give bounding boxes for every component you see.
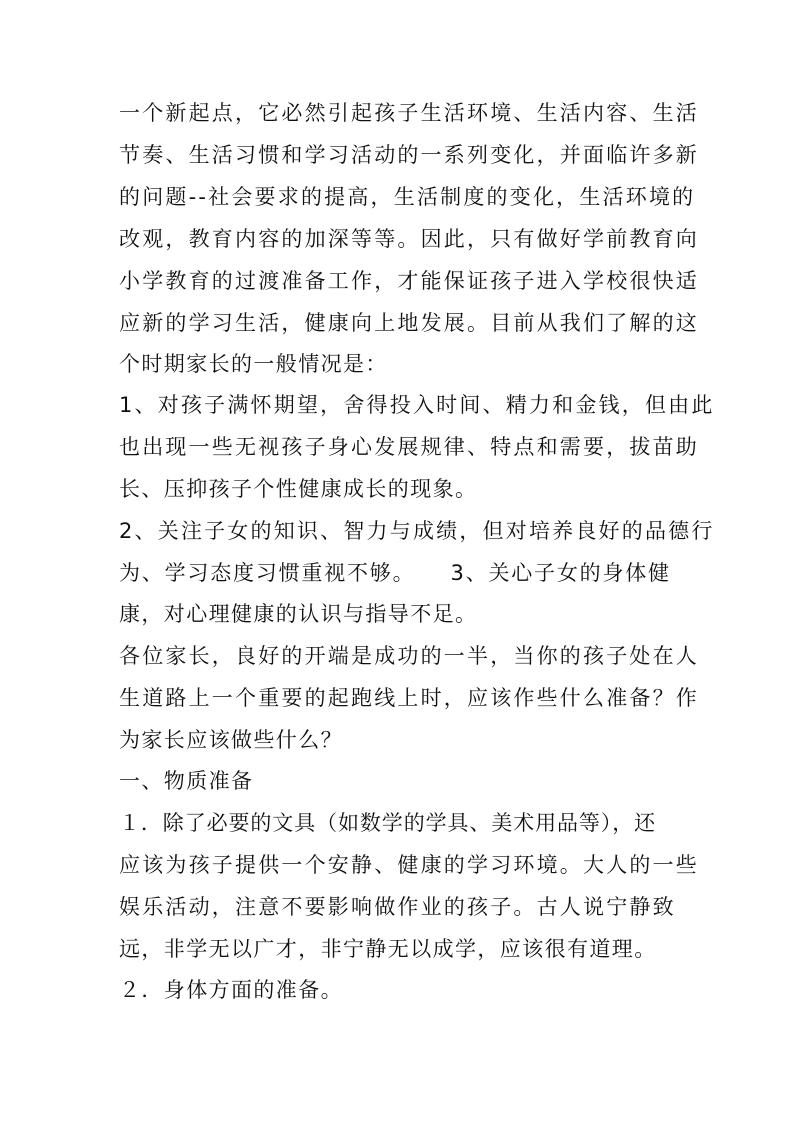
paragraph-line: 改观，教育内容的加深等等。因此，只有做好学前教育向 bbox=[119, 227, 699, 251]
paragraph-line: 节奏、生活习惯和学习活动的一系列变化，并面临许多新 bbox=[119, 143, 699, 167]
list-item-line: 也出现一些无视孩子身心发展规律、特点和需要，拔苗助 bbox=[119, 435, 699, 459]
list-item-line: 2、关注子女的知识、智力与成绩，但对培养良好的品德行 bbox=[119, 519, 715, 543]
section-heading: 一、物质准备 bbox=[119, 769, 254, 793]
paragraph-line: 的问题--社会要求的提高，生活制度的变化，生活环境的 bbox=[119, 185, 696, 209]
list-item-line: 康，对心理健康的认识与指导不足。 bbox=[119, 602, 478, 626]
list-item-line: 长、压抑孩子个性健康成长的现象。 bbox=[119, 477, 478, 501]
paragraph-line: 小学教育的过渡准备工作，才能保证孩子进入学校很快适 bbox=[119, 269, 699, 293]
paragraph-line: 一个新起点，它必然引起孩子生活环境、生活内容、生活 bbox=[119, 101, 699, 125]
paragraph-line: 应新的学习生活，健康向上地发展。目前从我们了解的这 bbox=[119, 311, 699, 335]
list-item-line: 1、对孩子满怀期望，舍得投入时间、精力和金钱，但由此 bbox=[119, 393, 715, 417]
numbered-item-line: 娱乐活动，注意不要影响做作业的孩子。古人说宁静致 bbox=[119, 895, 676, 919]
numbered-item-line: 应该为孩子提供一个安静、健康的学习环境。大人的一些 bbox=[119, 853, 699, 877]
numbered-item-line: ２．身体方面的准备。 bbox=[119, 978, 343, 1002]
paragraph-line: 为家长应该做些什么？ bbox=[119, 728, 343, 752]
numbered-item-line: １．除了必要的文具（如数学的学具、美术用品等），还 bbox=[119, 811, 656, 835]
paragraph-line: 个时期家长的一般情况是： bbox=[119, 352, 388, 376]
list-item-line: 为、学习态度习惯重视不够。 3、关心子女的身体健 bbox=[119, 561, 671, 585]
paragraph-line: 生道路上一个重要的起跑线上时，应该作些什么准备？作 bbox=[119, 686, 699, 710]
numbered-item-line: 远，非学无以广才，非宁静无以成学，应该很有道理。 bbox=[119, 937, 657, 961]
paragraph-line: 各位家长，良好的开端是成功的一半，当你的孩子处在人 bbox=[119, 644, 699, 668]
